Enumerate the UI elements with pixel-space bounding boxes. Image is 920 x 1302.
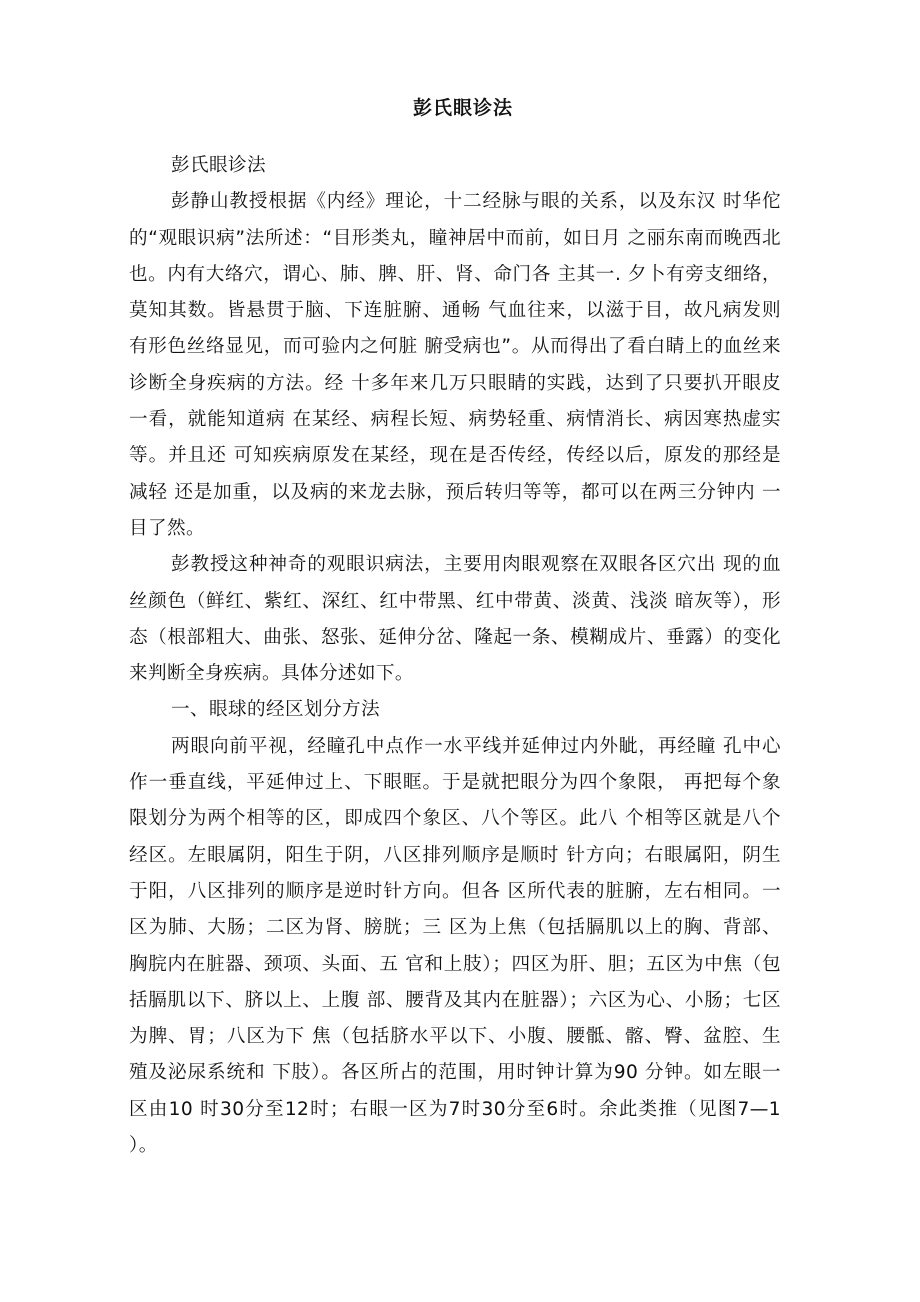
document-title: 彭氏眼诊法 (412, 97, 513, 119)
paragraph-method-overview: 彭教授这种神奇的观眼识病法，主要用肉眼观察在双眼各区穴出 现的血丝颜色（鲜红、紫红、深红、红中带黑、红中带黄、淡黄、浅淡 暗灰等），形态（根部粗大、曲张、怒张、延伸分岔、隆起一条、模糊成片、垂露）的变化来判断全身疾病。具体分述如下。 (129, 554, 781, 685)
paragraph-introduction: 彭静山教授根据《内经》理论，十二经脉与眼的关系，以及东汉 时华佗的“观眼识病”法所述：“目形类丸，瞳神居中而前，如日月 之丽东南而晚西北也。内有大络穴，谓心、肺、脾、肝、肾、命门各 主其一. 夕卜有旁支细络，莫知其数。皆悬贯于脑、下连脏腑、通畅 气血往来，以滋于目，故凡病发则有形色丝络显见，而可验内之何脏 腑受病也”。从而得出了看白睛上的血丝来诊断全身疾病的方法。经 十多年来几万只眼睛的实践，达到了只要扒开眼皮一看，就能知道病 在某经、病程长短、病势轻重、病情消长、病因寒热虚实等。并且还 可知疾病原发在某经，现在是否传经，传经以后，原发的那经是减轻 还是加重，以及病的来龙去脉，预后转归等等，都可以在两三分钟内 一目了然。 (129, 191, 781, 539)
document-body (129, 148, 781, 1164)
paragraph-zone-division: 两眼向前平视，经瞳孔中点作一水平线并延伸过内外眦，再经瞳 孔中心作一垂直线，平延伸过上、下眼眶。于是就把眼分为四个象限， 再把每个象限划分为两个相等的区，即成四个象区、八个等区。此八 个相等区就是八个经区。左眼属阴，阳生于阴，八区排列顺序是顺时 针方向；右眼属阳，阴生于阳，八区排列的顺序是逆时针方向。但各 区所代表的脏腑，左右相同。一区为肺、大肠；二区为肾、膀胱；三 区为上焦（包括膈肌以上的胸、背部、胸脘内在脏器、颈项、头面、五 官和上肢）；四区为肝、胆；五区为中焦（包括膈肌以下、脐以上、上腹 部、腰背及其内在脏器）；六区为心、小肠；七区为脾、胃；八区为下 焦（包括脐水平以下、小腹、腰骶、髂、臀、盆腔、生殖及泌尿系统和 下肢）。各区所占的范围，用时钟计算为90 分钟。如左眼一区由10 时30分至12时；右眼一区为7时30分至6时。余此类推（见图7—1 ）。 (129, 735, 781, 1157)
paragraph-subheading-zone-division: 一、眼球的经区划分方法 (171, 699, 380, 721)
paragraph-section-heading: 彭氏眼诊法 (171, 155, 266, 176)
